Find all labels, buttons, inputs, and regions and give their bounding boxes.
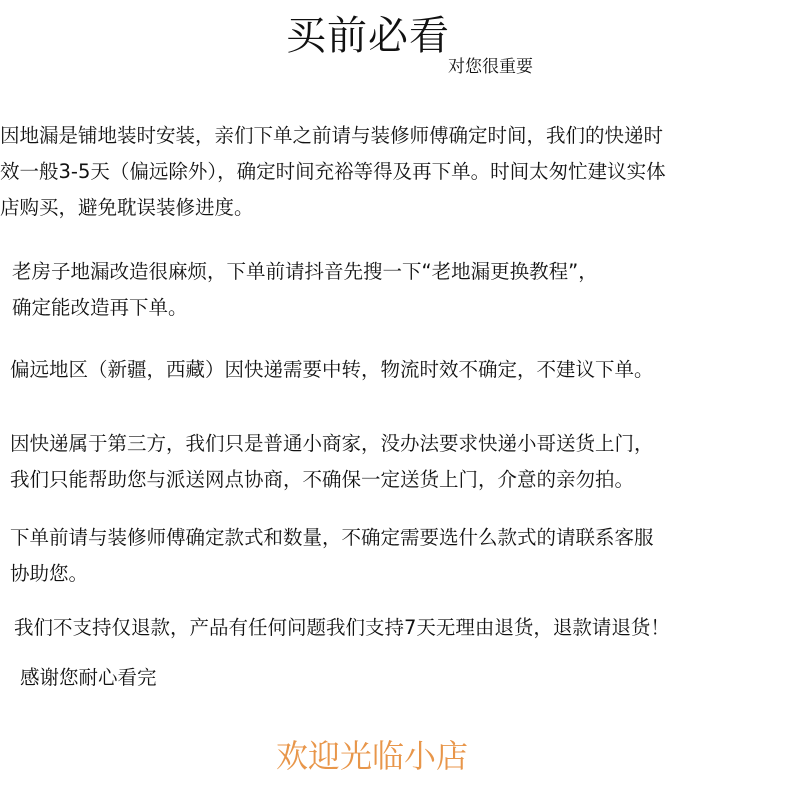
notice-thanks bbox=[20, 660, 157, 696]
notice-old-house bbox=[12, 254, 598, 326]
page-subtitle: 对您很重要 bbox=[448, 57, 533, 77]
page-title: 买前必看 bbox=[286, 13, 450, 59]
notice-line: 因快递属于第三方，我们只是普通小商家，没办法要求快递小哥送货上门， bbox=[10, 432, 654, 455]
notice-install-timing bbox=[0, 118, 666, 226]
notice-delivery bbox=[10, 426, 654, 498]
notice-line: 协助您。 bbox=[10, 562, 89, 585]
notice-line: 偏远地区（新疆，西藏）因快递需要中转，物流时效不确定，不建议下单。 bbox=[10, 358, 654, 381]
notice-line: 确定能改造再下单。 bbox=[12, 296, 188, 319]
notice-line: 下单前请与装修师傅确定款式和数量，不确定需要选什么款式的请联系客服 bbox=[10, 526, 654, 549]
notice-line: 老房子地漏改造很麻烦，下单前请抖音先搜一下“老地漏更换教程”， bbox=[12, 260, 598, 283]
notice-style-quantity bbox=[10, 520, 654, 592]
notice-line: 感谢您耐心看完 bbox=[20, 666, 157, 689]
notice-line: 我们只能帮助您与派送网点协商，不确保一定送货上门，介意的亲勿拍。 bbox=[10, 468, 635, 491]
notice-line: 我们不支持仅退款，产品有任何问题我们支持7天无理由退货，退款请退货！ bbox=[14, 616, 670, 639]
notice-line: 效一般3-5天（偏远除外），确定时间充裕等得及再下单。时间太匆忙建议实体 bbox=[0, 160, 666, 183]
notice-remote-areas bbox=[10, 352, 654, 388]
welcome-banner: 欢迎光临小店 bbox=[276, 737, 469, 775]
notice-line: 因地漏是铺地装时安装，亲们下单之前请与装修师傅确定时间，我们的快递时 bbox=[0, 124, 664, 147]
notice-line: 店购买，避免耽误装修进度。 bbox=[0, 196, 254, 219]
notice-refund-policy bbox=[14, 610, 670, 646]
